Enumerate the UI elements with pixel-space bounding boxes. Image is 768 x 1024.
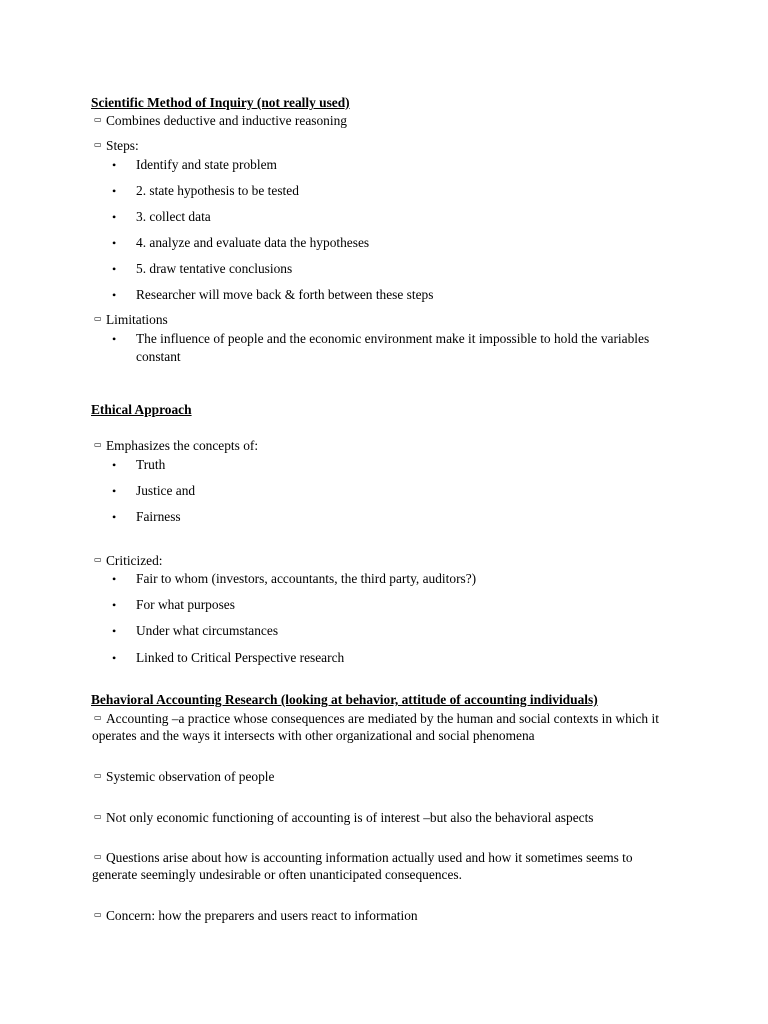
bullet-dot-icon: • (112, 236, 117, 250)
section-heading-ethical-approach: Ethical Approach (91, 402, 192, 417)
list-item (112, 330, 676, 366)
list-item (112, 234, 676, 252)
list-item-text: Identify and state problem (136, 157, 277, 172)
list-item (112, 596, 676, 614)
list-item (112, 260, 676, 278)
section-heading-scientific-method: Scientific Method of Inquiry (not really used) (91, 95, 350, 110)
list-item (112, 286, 676, 304)
bullet-dot-icon: • (112, 158, 117, 172)
bullet-dot-icon: • (112, 262, 117, 276)
bullet-dot-icon: • (112, 572, 117, 586)
bullet-dot-icon: • (112, 598, 117, 612)
lead-combines (92, 112, 347, 129)
bullet-dot-icon: • (112, 184, 117, 198)
bullet-dot-icon: • (112, 332, 117, 346)
lead-text: Emphasizes the concepts of: (106, 438, 259, 453)
list-item (112, 208, 676, 226)
lead-text: Questions arise about how is accounting information actually used and how it sometimes seems to generate seemingly undesirable or often unanticipated consequences. (92, 850, 633, 882)
lead-accounting (92, 710, 682, 744)
lead-emphasizes (92, 437, 258, 454)
list-item (112, 182, 676, 200)
section-heading-behavioral-accounting: Behavioral Accounting Research (looking at behavior, attitude of accounting individuals) (91, 692, 598, 707)
list-item-text: Justice and (136, 483, 196, 498)
list-item-text: 5. draw tentative conclusions (136, 261, 293, 276)
list-item (112, 570, 676, 588)
lead-concern (92, 907, 418, 924)
lead-not-only (92, 809, 682, 826)
list-item-text: Linked to Critical Perspective research (136, 650, 345, 665)
list-item-text: Under what circumstances (136, 623, 279, 638)
list-item (112, 649, 676, 667)
bullet-dot-icon: • (112, 288, 117, 302)
list-item-text: 3. collect data (136, 209, 211, 224)
lead-steps (92, 137, 139, 154)
lead-text: Concern: how the preparers and users react to information (106, 908, 418, 923)
lead-text: Criticized: (106, 553, 163, 568)
list-item-text: Researcher will move back & forth between these steps (136, 287, 434, 302)
list-item (112, 508, 676, 526)
lead-text: Limitations (106, 312, 168, 327)
lead-limitations (92, 311, 168, 328)
lead-text: Systemic observation of people (106, 769, 275, 784)
lead-criticized (92, 552, 163, 569)
bullet-dot-icon: • (112, 210, 117, 224)
list-item-text: Truth (136, 457, 166, 472)
list-item (112, 456, 676, 474)
lead-text: Not only economic functioning of accounting is of interest –but also the behavioral aspects (106, 810, 594, 825)
list-item-text: 2. state hypothesis to be tested (136, 183, 299, 198)
bullet-dot-icon: • (112, 484, 117, 498)
lead-systemic (92, 768, 274, 785)
list-item-text: For what purposes (136, 597, 235, 612)
list-item (112, 622, 676, 640)
bullet-dot-icon: • (112, 458, 117, 472)
bullet-dot-icon: • (112, 510, 117, 524)
list-item-text: Fair to whom (investors, accountants, the third party, auditors?) (136, 571, 477, 586)
lead-text: Accounting –a practice whose consequences are mediated by the human and social contexts in which it operates and the ways it intersects with other organizational and social phenomena (92, 711, 659, 743)
lead-text: Combines deductive and inductive reasoning (106, 113, 347, 128)
list-item (112, 156, 676, 174)
lead-questions (92, 849, 662, 883)
list-item-text: The influence of people and the economic environment make it impossible to hold the variables constant (136, 331, 650, 364)
bullet-dot-icon: • (112, 624, 117, 638)
list-item (112, 482, 676, 500)
lead-text: Steps: (106, 138, 139, 153)
bullet-dot-icon: • (112, 651, 117, 665)
list-item-text: Fairness (136, 509, 181, 524)
list-item-text: 4. analyze and evaluate data the hypotheses (136, 235, 370, 250)
